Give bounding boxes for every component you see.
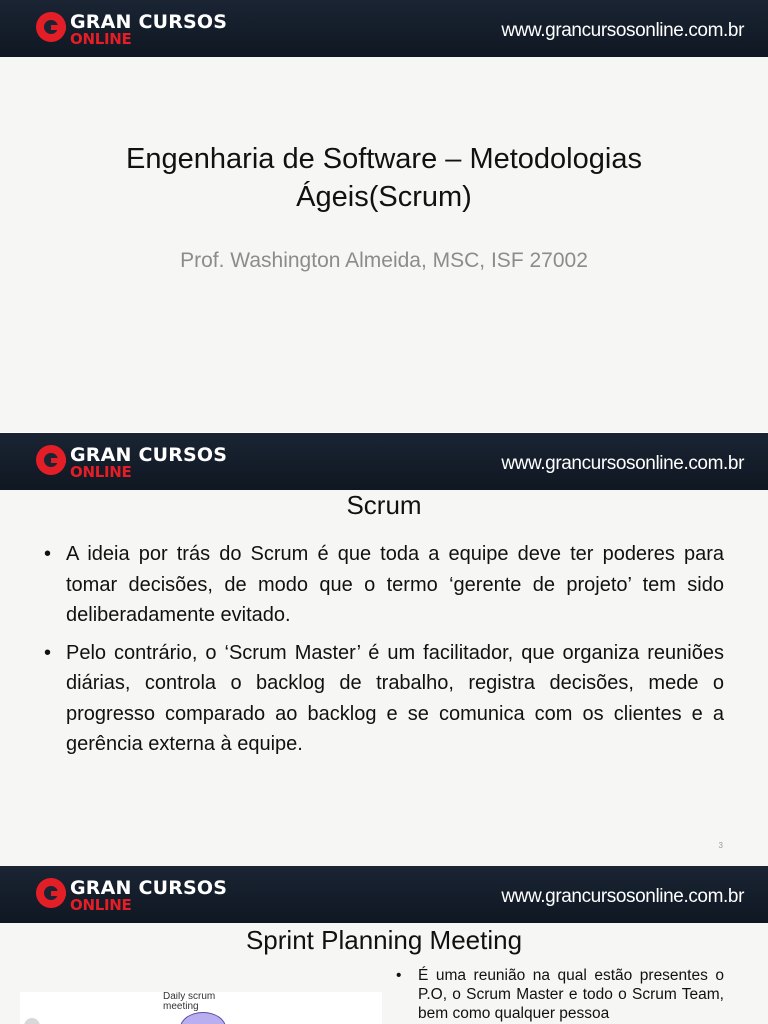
page-number: 3 — [718, 841, 723, 850]
bullet-list — [396, 966, 724, 1023]
slide-title — [0, 140, 768, 216]
slide-heading: Scrum — [346, 490, 422, 520]
meeting-cylinder-icon — [180, 1012, 226, 1024]
logo-text-bottom: ONLINE — [70, 463, 132, 481]
logo-text-bottom: ONLINE — [70, 896, 132, 914]
g-logo-icon — [36, 445, 66, 475]
logo-text-top: GRAN CURSOS — [70, 444, 228, 466]
logo-text-top: GRAN CURSOS — [70, 877, 228, 899]
header-banner — [0, 866, 768, 923]
person-icon — [24, 1018, 40, 1024]
scrum-slide — [0, 433, 768, 866]
logo-text-top: GRAN CURSOS — [70, 11, 228, 33]
header-banner — [0, 0, 768, 57]
logo-text-bottom: ONLINE — [70, 30, 132, 48]
bullet-list — [44, 539, 724, 767]
illustration-caption — [163, 992, 215, 1012]
slide-title-line-1: Engenharia de Software – Metodologias — [126, 143, 642, 175]
slide-heading: Sprint Planning Meeting — [245, 925, 523, 955]
slide-title-line-2: Ágeis(Scrum) — [296, 181, 472, 213]
site-url: www.grancursosonline.com.br — [501, 453, 744, 474]
bullet-item: • Pelo contrário, o ‘Scrum Master’ é um facilitador, que organiza reuniões diárias, controla o backlog de trabalho, registra decisões, mede o progresso comparado ao backlog e se comunica com os clientes e a gerência externa à equipe. — [44, 638, 724, 760]
title-slide — [0, 0, 768, 432]
sprint-planning-slide — [0, 866, 768, 1024]
g-logo-icon — [36, 878, 66, 908]
bullet-item: • A ideia por trás do Scrum é que toda a equipe deve ter poderes para tomar decisões, de modo que o termo ‘gerente de projeto’ tem sido deliberadamente evitado. — [44, 539, 724, 631]
bullet-item: • É uma reunião na qual estão presentes o P.O, o Scrum Master e todo o Scrum Team, bem como qualquer pessoa — [396, 966, 724, 1023]
daily-scrum-illustration — [20, 992, 382, 1024]
site-url: www.grancursosonline.com.br — [501, 20, 744, 41]
slide-subtitle: Prof. Washington Almeida, MSC, ISF 27002 — [180, 249, 588, 272]
illustration-caption-line-1: Daily scrum — [163, 992, 216, 1002]
header-banner — [0, 433, 768, 490]
site-url: www.grancursosonline.com.br — [501, 886, 744, 907]
g-logo-icon — [36, 12, 66, 42]
illustration-caption-line-2: meeting — [163, 1001, 199, 1012]
